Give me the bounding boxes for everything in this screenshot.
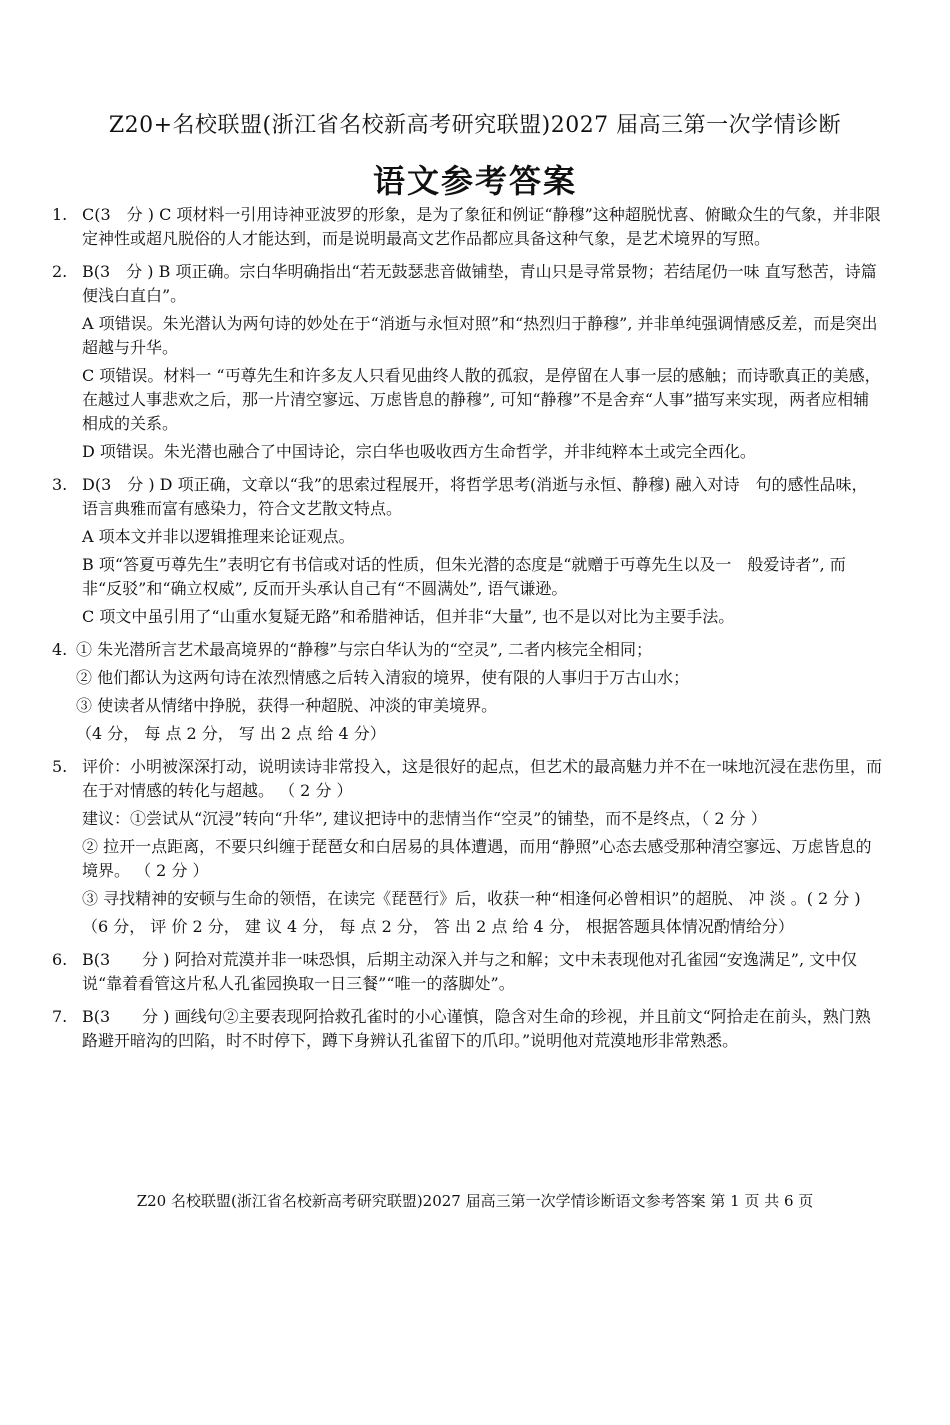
answer-body — [76, 638, 882, 750]
score-note: （4 分， 每 点 2 分， 写 出 2 点 给 4 分） — [76, 724, 386, 743]
answer-number: 3. — [52, 475, 68, 494]
answer-body — [82, 948, 882, 1000]
answer-2 — [52, 260, 882, 468]
answer-number: 1. — [52, 205, 68, 224]
answer-1 — [52, 203, 882, 255]
answer-5 — [52, 755, 882, 943]
answer-number: 4. — [52, 640, 68, 659]
answer-paragraph: ③ 寻找精神的安顿与生命的领悟，在读完《琵琶行》后，收获一种“相逢何必曾相识”的超脱、 冲 淡 。( 2 分 ) — [82, 889, 861, 908]
answer-paragraph: D 项错误。朱光潜也融合了中国诗论，宗白华也吸收西方生命哲学，并非纯粹本土或完全西化。 — [82, 442, 756, 461]
answer-paragraph: C 项错误。材料一 “丏尊先生和许多友人只看见曲终人散的孤寂，是停留在人事一层的感触；而诗歌真正的美感，在越过人事悲欢之后，那一片清空寥远、万虑皆息的静穆”, 可知“静穆”不是舍弃“人事”描写来实现，两者应相辅相成的关系。 — [82, 366, 881, 433]
answer-body — [82, 1005, 882, 1057]
answer-paragraph: ② 他们都认为这两句诗在浓烈情感之后转入清寂的境界，使有限的人事归于万古山水； — [76, 668, 690, 687]
answer-3 — [52, 473, 882, 633]
answer-paragraph: A 项错误。朱光潜认为两句诗的妙处在于“消逝与永恒对照”和“热烈归于静穆”, 并非单纯强调情感反差，而是突出超越与升华。 — [82, 314, 878, 357]
answer-paragraph: A 项本文并非以逻辑推理来论证观点。 — [82, 527, 355, 546]
answer-6 — [52, 948, 882, 1000]
answer-4 — [52, 638, 882, 750]
answer-7 — [52, 1005, 882, 1057]
answer-body — [82, 260, 882, 468]
answer-paragraph: B(3 分 ) 画线句②主要表现阿拾救孔雀时的小心谨慎，隐含对生命的珍视，并且前文“阿拾走在前头，熟门熟路避开暗沟的凹陷，时不时停下，蹲下身辨认孔雀留下的爪印。”说明他对荒漠地形非常熟悉。 — [82, 1007, 871, 1050]
answers-list — [52, 203, 882, 1062]
answer-body — [82, 755, 882, 943]
answer-paragraph: ③ 使读者从情绪中挣脱，获得一种超脱、冲淡的审美境界。 — [76, 696, 498, 715]
answer-paragraph: B 项“答夏丏尊先生”表明它有书信或对话的性质，但朱光潜的态度是“就赠于丏尊先生以及一 般爱诗者”, 而非“反驳”和“确立权威”, 反而开头承认自己有“不圆满处”, 语气谦逊。 — [82, 555, 846, 598]
page-title: 语文参考答案 — [372, 162, 577, 200]
answer-number: 6. — [52, 950, 68, 969]
answer-paragraph: D(3 分 ) D 项正确，文章以“我”的思索过程展开，将哲学思考(消逝与永恒、静穆) 融入对诗 句的感性品味，语言典雅而富有感染力，符合文艺散文特点。 — [82, 475, 868, 518]
answer-paragraph: ② 拉开一点距离，不要只纠缠于琵琶女和白居易的具体遭遇，而用“静照”心态去感受那种清空寥远、万虑皆息的境界。 （ 2 分 ） — [82, 837, 872, 880]
answer-paragraph: ① 朱光潜所言艺术最高境界的“静穆”与宗白华认为的“空灵”, 二者内核完全相同； — [76, 640, 652, 659]
page-footer: Z20 名校联盟(浙江省名校新高考研究联盟)2027 届高三第一次学情诊断语文参考答案 第 1 页 共 6 页 — [136, 1192, 814, 1210]
exam-header: Z20+名校联盟(浙江省名校新高考研究联盟)2027 届高三第一次学情诊断 — [108, 113, 842, 138]
answer-paragraph: C(3 分 ) C 项材料一引用诗神亚波罗的形象，是为了象征和例证“静穆”这种超脱忧喜、俯瞰众生的气象，并非限定神性或超凡脱俗的人才能达到，而是说明最高文艺作品都应具备这种气象，是艺术境界的写照。 — [82, 205, 881, 248]
answer-paragraph: B(3 分 ) 阿拾对荒漠并非一味恐惧，后期主动深入并与之和解；文中未表现他对孔雀园“安逸满足”, 文中仅说“靠着看管这片私人孔雀园换取一日三餐”“唯一的落脚处”。 — [82, 950, 858, 993]
score-note: （6 分， 评 价 2 分， 建 议 4 分， 每 点 2 分， 答 出 2 点 给 4 分， 根据答题具体情况酌情给分） — [82, 917, 794, 936]
answer-number: 7. — [52, 1007, 68, 1026]
answer-paragraph: 评价：小明被深深打动，说明读诗非常投入，这是很好的起点，但艺术的最高魅力并不在一味地沉浸在悲伤里，而在于对情感的转化与超越。 （ 2 分 ） — [82, 757, 883, 800]
answer-body — [82, 203, 882, 255]
answer-paragraph: C 项文中虽引用了“山重水复疑无路”和希腊神话，但并非“大量”, 也不是以对比为主要手法。 — [82, 607, 735, 626]
answer-number: 2. — [52, 262, 68, 281]
answer-body — [82, 473, 882, 633]
answer-paragraph: B(3 分 ) B 项正确。宗白华明确指出“若无鼓瑟悲音做铺垫，青山只是寻常景物；若结尾仍一味 直写愁苦，诗篇便浅白直白”。 — [82, 262, 877, 305]
answer-number: 5. — [52, 757, 68, 776]
answer-paragraph: 建议：①尝试从“沉浸”转向“升华”, 建议把诗中的悲情当作“空灵”的铺垫，而不是终点，（ 2 分 ） — [82, 809, 767, 828]
